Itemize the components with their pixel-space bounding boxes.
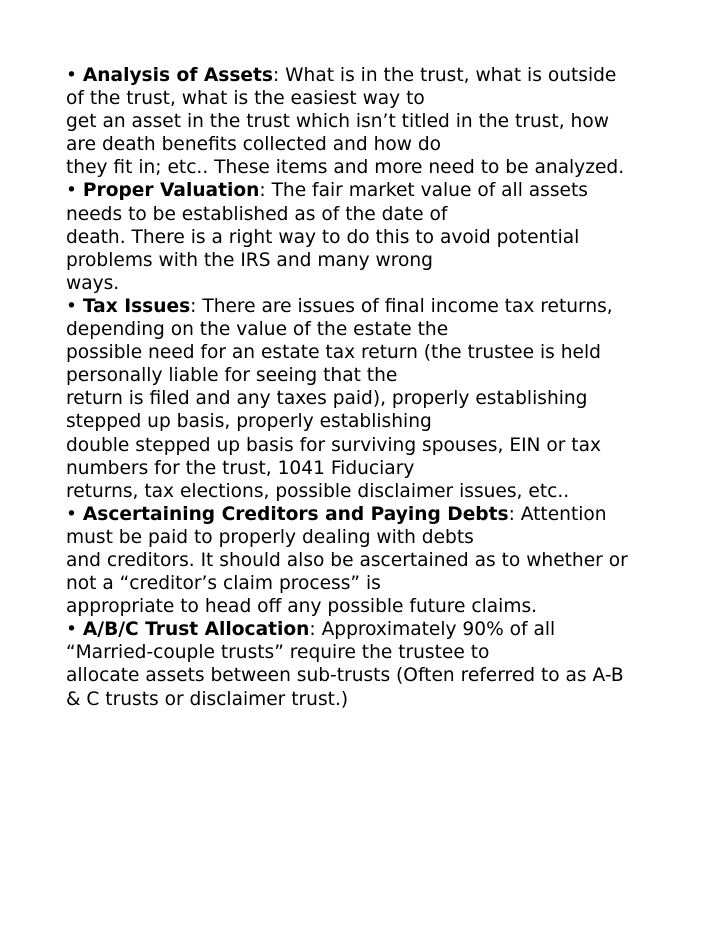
item-text: : The fair market value of all assets [259, 180, 588, 202]
item-heading: Ascertaining Creditors and Paying Debts [82, 503, 509, 525]
text-line: appropriate to head off any possible future claims. [66, 596, 538, 618]
text-line: returns, tax elections, possible disclaimer issues, etc.. [66, 480, 570, 502]
text-line: • Ascertaining Creditors and Paying Debts: Attention [66, 503, 607, 525]
text-line: personally liable for seeing that the [66, 365, 398, 387]
text-line: return is filed and any taxes paid), properly establishing [66, 388, 588, 410]
item-heading: Tax Issues [82, 295, 191, 317]
bullet-item-tax-issues [66, 295, 666, 503]
text-line: death. There is a right way to do this to avoid potential [66, 226, 580, 248]
text-line: they fit in; etc.. These items and more need to be analyzed. [66, 157, 625, 179]
text-line: • Analysis of Assets: What is in the trust, what is outside [66, 65, 617, 86]
text-line: • Tax Issues: There are issues of final income tax returns, [66, 295, 613, 317]
text-line: must be paid to properly dealing with debts [66, 526, 474, 548]
text-line: possible need for an estate tax return (the trustee is held [66, 342, 601, 364]
item-heading: Analysis of Assets [82, 65, 273, 86]
text-line: ways. [66, 272, 120, 294]
text-line: allocate assets between sub-trusts (Often referred to as A-B [66, 665, 624, 687]
text-line: needs to be established as of the date of [66, 203, 448, 225]
document-body [66, 64, 666, 711]
text-line: double stepped up basis for surviving spouses, EIN or tax [66, 434, 601, 456]
text-line: • Proper Valuation: The fair market value of all assets [66, 180, 588, 202]
text-line: • A/B/C Trust Allocation: Approximately 90% of all [66, 619, 556, 641]
bullet-item-proper-valuation [66, 179, 666, 294]
text-line: get an asset in the trust which isn’t titled in the trust, how [66, 111, 609, 133]
text-line: stepped up basis, properly establishing [66, 411, 432, 433]
item-text: : Approximately 90% of all [309, 619, 556, 641]
item-heading: Proper Valuation [82, 180, 260, 202]
text-line: are death benefits collected and how do [66, 134, 442, 156]
text-line: problems with the IRS and many wrong [66, 249, 433, 271]
text-line: & C trusts or disclaimer trust.) [66, 688, 349, 710]
text-line: and creditors. It should also be ascertained as to whether or [66, 549, 628, 571]
item-text: : What is in the trust, what is outside [272, 65, 617, 86]
text-line: numbers for the trust, 1041 Fiduciary [66, 457, 415, 479]
text-line: of the trust, what is the easiest way to [66, 88, 425, 110]
bullet-item-creditors-debts [66, 503, 666, 618]
item-text: : There are issues of final income tax returns, [190, 295, 613, 317]
text-line: “Married-couple trusts” require the trustee to [66, 642, 490, 664]
item-text: : Attention [508, 503, 607, 525]
bullet-item-abc-trust-allocation [66, 618, 666, 710]
text-line: depending on the value of the estate the [66, 319, 449, 341]
item-heading: A/B/C Trust Allocation [82, 619, 310, 641]
text-line: not a “creditor’s claim process” is [66, 573, 381, 595]
bullet-item-analysis-of-assets [66, 64, 666, 179]
